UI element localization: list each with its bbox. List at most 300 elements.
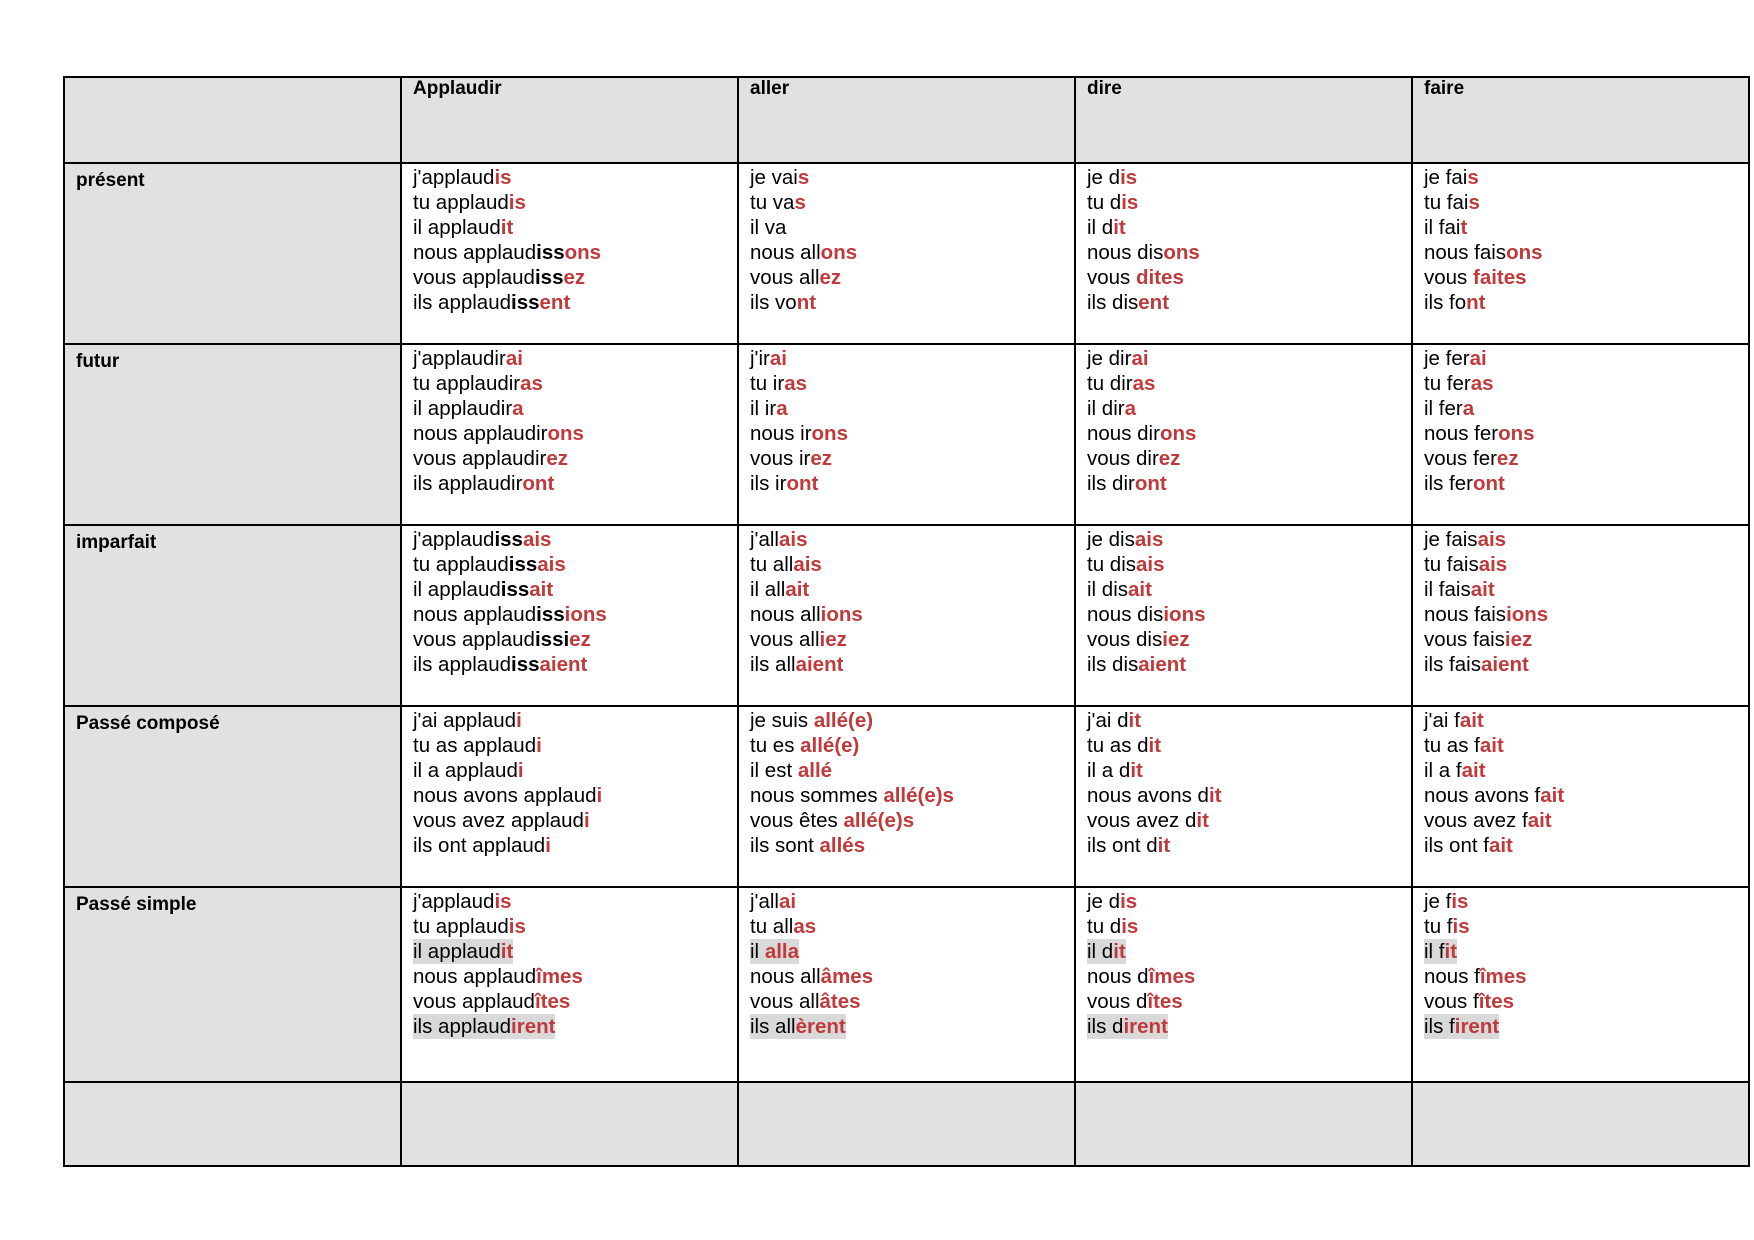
- verb-stem: j'all: [750, 528, 779, 551]
- verb-ending: ez: [546, 447, 568, 470]
- verb-stem: il d: [1087, 940, 1114, 963]
- verb-stem: tu applaud: [413, 191, 509, 214]
- verb-stem: tu f: [1424, 915, 1453, 938]
- verb-stem: tu va: [750, 191, 795, 214]
- verb-ending: it: [1148, 734, 1162, 757]
- conjugation-line: [1087, 1014, 1411, 1039]
- conjugation-cell: [1075, 887, 1412, 1082]
- tense-row: [64, 706, 1749, 887]
- verb-stem: nous applaudir: [413, 422, 548, 445]
- verb-ending: ons: [811, 422, 848, 445]
- verb-ending: ez: [1158, 447, 1181, 470]
- conjugation-line: [413, 652, 737, 677]
- conjugation-line: [1424, 265, 1748, 290]
- verb-stem: ils sont: [750, 834, 820, 857]
- verb-stem-bold: iss: [511, 653, 540, 676]
- verb-ending: it: [1128, 709, 1142, 732]
- conjugation-line: [1424, 602, 1748, 627]
- conjugation-line: [750, 527, 1074, 552]
- verb-ending: is: [494, 166, 512, 189]
- conjugation-line: [1087, 758, 1411, 783]
- verb-stem: vous applaudir: [413, 447, 547, 470]
- conjugation-cell: [401, 344, 738, 525]
- conjugation-line: [1424, 371, 1748, 396]
- verb-ending: s: [797, 166, 810, 189]
- tense-label-cell: [64, 525, 401, 706]
- verb-header: [1412, 77, 1749, 163]
- conjugation-line: [413, 421, 737, 446]
- verb-stem: je suis: [750, 709, 814, 732]
- verb-stem: tu applaud: [413, 553, 509, 576]
- conjugation-line: [1424, 914, 1748, 939]
- verb-stem: j'ai d: [1087, 709, 1129, 732]
- tense-label-cell: [64, 163, 401, 344]
- verb-stem: nous all: [750, 603, 821, 626]
- verb-ending: i: [596, 784, 603, 807]
- verb-stem: il fer: [1424, 397, 1463, 420]
- conjugation-line: [750, 783, 1074, 808]
- verb-ending: ait: [1527, 809, 1552, 832]
- conjugation-line: [413, 602, 737, 627]
- conjugation-line: [413, 346, 737, 371]
- verb-ending: ais: [522, 528, 552, 551]
- verb-stem: il fais: [1424, 578, 1471, 601]
- conjugation-line: [1087, 964, 1411, 989]
- verb-stem: tu dis: [1087, 553, 1136, 576]
- verb-stem-bold: iss: [511, 291, 540, 314]
- conjugation-line: [413, 939, 737, 964]
- verb-stem: nous dis: [1087, 241, 1164, 264]
- verb-ending: ait: [1459, 709, 1484, 732]
- verb-stem: nous all: [750, 241, 821, 264]
- conjugation-line: [1424, 215, 1748, 240]
- conjugation-line: [413, 989, 737, 1014]
- verb-ending: it: [1113, 940, 1126, 963]
- conjugation-cell: [1075, 706, 1412, 887]
- conjugation-line: [750, 577, 1074, 602]
- verb-stem: nous applaud: [413, 603, 537, 626]
- verb-ending: ai: [1131, 347, 1149, 370]
- verb-header-label: faire: [1424, 78, 1465, 99]
- tense-label-cell: [64, 887, 401, 1082]
- conjugation-cell: [1412, 163, 1749, 344]
- verb-ending: ions: [564, 603, 607, 626]
- verb-ending: is: [1452, 915, 1470, 938]
- conjugation-cell: [401, 887, 738, 1082]
- verb-stem: j'ai f: [1424, 709, 1460, 732]
- conjugation-line: [1424, 964, 1748, 989]
- verb-stem: nous applaud: [413, 241, 537, 264]
- conjugation-line: [750, 889, 1074, 914]
- verb-ending: it: [1208, 784, 1222, 807]
- conjugation-cell: [401, 163, 738, 344]
- verb-header: [401, 77, 738, 163]
- verb-stem: tu fais: [1424, 553, 1479, 576]
- verb-ending: ont: [1134, 472, 1167, 495]
- conjugation-line: [1087, 939, 1411, 964]
- conjugation-cell: [401, 706, 738, 887]
- conjugation-line: [413, 371, 737, 396]
- conjugation-line: [1424, 421, 1748, 446]
- verb-ending: faites: [1473, 266, 1527, 289]
- verb-ending: dites: [1136, 266, 1184, 289]
- verb-ending: aient: [1138, 653, 1187, 676]
- verb-stem: vous applaud: [413, 990, 535, 1013]
- verb-stem: vous dis: [1087, 628, 1163, 651]
- verb-ending: t: [1460, 216, 1468, 239]
- verb-ending: as: [784, 372, 807, 395]
- verb-ending: ons: [1506, 241, 1543, 264]
- verb-ending: ions: [820, 603, 863, 626]
- verb-stem: vous all: [750, 990, 820, 1013]
- verb-stem: tu es: [750, 734, 801, 757]
- verb-stem: nous avons f: [1424, 784, 1541, 807]
- verb-ending: allés: [819, 834, 866, 857]
- conjugation-line: [1424, 552, 1748, 577]
- verb-ending: ais: [793, 553, 822, 576]
- verb-stem: je d: [1087, 166, 1121, 189]
- verb-stem: je dis: [1087, 528, 1135, 551]
- verb-stem: ils fais: [1424, 653, 1481, 676]
- verb-ending: nt: [796, 291, 817, 314]
- verb-stem: j'applaudir: [413, 347, 506, 370]
- verb-ending: it: [1157, 834, 1171, 857]
- verb-ending: îtes: [534, 990, 571, 1013]
- conjugation-line: [1424, 240, 1748, 265]
- conjugation-line: [1087, 371, 1411, 396]
- empty-cell: [64, 1082, 401, 1166]
- verb-stem: ils ont applaud: [413, 834, 546, 857]
- verb-ending: allé(e): [800, 734, 860, 757]
- verb-ending: îmes: [536, 965, 583, 988]
- conjugation-line: [750, 758, 1074, 783]
- verb-ending: ons: [1498, 422, 1535, 445]
- verb-ending: ont: [522, 472, 555, 495]
- conjugation-line: [750, 446, 1074, 471]
- conjugation-line: [413, 290, 737, 315]
- conjugation-cell: [738, 525, 1075, 706]
- verb-ending: s: [1467, 166, 1479, 189]
- verb-stem: nous f: [1424, 965, 1480, 988]
- verb-ending: as: [1132, 372, 1156, 395]
- conjugation-line: [750, 964, 1074, 989]
- conjugation-line: [413, 914, 737, 939]
- verb-stem: nous avons applaud: [413, 784, 597, 807]
- verb-stem: je d: [1087, 890, 1121, 913]
- verb-stem: tu fer: [1424, 372, 1471, 395]
- conjugation-line: [1424, 808, 1748, 833]
- conjugation-line: [750, 833, 1074, 858]
- conjugation-line: [1087, 833, 1411, 858]
- verb-ending: ai: [1469, 347, 1487, 370]
- verb-ending: i: [536, 734, 542, 757]
- conjugation-line: [1087, 527, 1411, 552]
- verb-stem: il d: [1087, 216, 1114, 239]
- conjugation-line: [1087, 165, 1411, 190]
- verb-stem: tu ir: [750, 372, 785, 395]
- verb-ending: ait: [1128, 578, 1152, 601]
- conjugation-line: [1087, 808, 1411, 833]
- verb-ending: ais: [778, 528, 808, 551]
- verb-stem: tu all: [750, 553, 794, 576]
- verb-ending: èrent: [795, 1015, 846, 1038]
- verb-ending: ons: [820, 241, 858, 264]
- verb-stem: tu applaudir: [413, 372, 521, 395]
- conjugation-line: [750, 471, 1074, 496]
- verb-stem-bold: iss: [508, 553, 538, 576]
- verb-stem-bold: iss: [500, 578, 530, 601]
- conjugation-line: [750, 808, 1074, 833]
- conjugation-line: [1424, 652, 1748, 677]
- verb-stem: nous fer: [1424, 422, 1499, 445]
- verb-stem: ils applaud: [413, 1015, 512, 1038]
- conjugation-line: [1087, 190, 1411, 215]
- verb-stem: tu d: [1087, 915, 1122, 938]
- verb-stem: nous dir: [1087, 422, 1160, 445]
- conjugation-line: [1424, 396, 1748, 421]
- conjugation-line: [750, 240, 1074, 265]
- conjugation-line: [1087, 552, 1411, 577]
- conjugation-line: [413, 577, 737, 602]
- conjugation-line: [413, 190, 737, 215]
- conjugation-line: [750, 265, 1074, 290]
- verb-ending: ait: [529, 578, 554, 601]
- verb-ending: îtes: [1147, 990, 1183, 1013]
- verb-ending: ais: [1478, 553, 1508, 576]
- conjugation-line: [413, 165, 737, 190]
- verb-stem: il applaudir: [413, 397, 513, 420]
- verb-ending: is: [1121, 191, 1139, 214]
- verb-stem: je f: [1424, 890, 1452, 913]
- verb-ending: it: [500, 940, 514, 963]
- conjugation-line: [413, 733, 737, 758]
- verb-ending: aient: [539, 653, 588, 676]
- verb-ending: allé(e)s: [883, 784, 954, 807]
- conjugation-table: [63, 76, 1750, 1167]
- empty-cell: [1412, 1082, 1749, 1166]
- conjugation-line: [413, 833, 737, 858]
- tense-row: [64, 887, 1749, 1082]
- verb-stem: il ir: [750, 397, 777, 420]
- verb-ending: a: [1462, 397, 1475, 420]
- conjugation-cell: [1075, 163, 1412, 344]
- verb-stem: nous d: [1087, 965, 1149, 988]
- tense-label-cell: [64, 344, 401, 525]
- conjugation-line: [750, 421, 1074, 446]
- verb-ending: allé: [797, 759, 833, 782]
- verb-header-label: aller: [750, 78, 790, 99]
- conjugation-line: [1424, 290, 1748, 315]
- header-row: [64, 77, 1749, 163]
- conjugation-line: [413, 215, 737, 240]
- verb-ending: ez: [569, 628, 591, 651]
- conjugation-line: [413, 627, 737, 652]
- conjugation-line: [750, 190, 1074, 215]
- verb-ending: irent: [511, 1015, 556, 1038]
- empty-cell: [738, 1082, 1075, 1166]
- conjugation-cell: [738, 344, 1075, 525]
- conjugation-line: [750, 215, 1074, 240]
- verb-stem: nous avons d: [1087, 784, 1209, 807]
- conjugation-line: [750, 652, 1074, 677]
- verb-ending: iez: [1504, 628, 1533, 651]
- verb-stem: il dis: [1087, 578, 1129, 601]
- verb-ending: îmes: [1148, 965, 1196, 988]
- conjugation-line: [1087, 577, 1411, 602]
- verb-ending: s: [1468, 191, 1480, 214]
- verb-ending: ons: [1159, 422, 1197, 445]
- verb-stem: il fai: [1424, 216, 1461, 239]
- conjugation-line: [750, 1014, 1074, 1039]
- verb-stem: il: [750, 940, 765, 963]
- verb-stem: j'applaud: [413, 166, 495, 189]
- verb-ending: ait: [1461, 759, 1486, 782]
- verb-stem: ils fer: [1424, 472, 1473, 495]
- verb-stem: vous all: [750, 628, 820, 651]
- verb-stem: je fai: [1424, 166, 1468, 189]
- verb-ending: it: [1196, 809, 1209, 832]
- conjugation-line: [1087, 421, 1411, 446]
- conjugation-line: [1087, 914, 1411, 939]
- verb-ending: irent: [1123, 1015, 1168, 1038]
- conjugation-line: [750, 708, 1074, 733]
- verb-ending: ons: [564, 241, 602, 264]
- verb-ending: âmes: [820, 965, 874, 988]
- verb-stem: je dir: [1087, 347, 1132, 370]
- verb-stem: tu as f: [1424, 734, 1480, 757]
- verb-stem: j'ai applaud: [413, 709, 517, 732]
- verb-stem: il applaud: [413, 578, 501, 601]
- verb-header: [1075, 77, 1412, 163]
- verb-ending: as: [793, 915, 817, 938]
- verb-stem: ils ir: [750, 472, 787, 495]
- verb-ending: ez: [819, 266, 842, 289]
- conjugation-cell: [1412, 344, 1749, 525]
- conjugation-line: [1424, 346, 1748, 371]
- verb-ending: ait: [1488, 834, 1513, 857]
- corner-cell: [64, 77, 401, 163]
- verb-stem: il dir: [1087, 397, 1125, 420]
- verb-ending: ait: [1540, 784, 1565, 807]
- verb-stem: ils fo: [1424, 291, 1467, 314]
- conjugation-line: [1424, 833, 1748, 858]
- conjugation-cell: [401, 525, 738, 706]
- conjugation-line: [1424, 577, 1748, 602]
- verb-ending: is: [508, 191, 526, 214]
- tense-label: Passé composé: [76, 713, 220, 734]
- conjugation-cell: [1412, 525, 1749, 706]
- verb-ending: ez: [810, 447, 833, 470]
- verb-ending: as: [520, 372, 543, 395]
- verb-ending: ais: [1134, 528, 1164, 551]
- tense-label: présent: [76, 170, 145, 191]
- conjugation-line: [413, 783, 737, 808]
- verb-ending: s: [794, 191, 806, 214]
- empty-cell: [401, 1082, 738, 1166]
- conjugation-line: [750, 939, 1074, 964]
- conjugation-line: [1087, 290, 1411, 315]
- conjugation-line: [750, 371, 1074, 396]
- verb-ending: it: [1130, 759, 1143, 782]
- verb-ending: i: [516, 709, 522, 732]
- verb-ending: allé(e): [813, 709, 874, 732]
- verb-stem: tu dir: [1087, 372, 1133, 395]
- verb-ending: is: [494, 890, 512, 913]
- verb-stem: il est: [750, 759, 798, 782]
- conjugation-line: [1087, 602, 1411, 627]
- conjugation-line: [1087, 346, 1411, 371]
- conjugation-line: [750, 627, 1074, 652]
- conjugation-cell: [738, 887, 1075, 1082]
- conjugation-cell: [738, 163, 1075, 344]
- verb-ending: is: [508, 915, 526, 938]
- verb-stem: ils ont d: [1087, 834, 1158, 857]
- verb-ending: ai: [505, 347, 523, 370]
- verb-header-label: Applaudir: [413, 78, 502, 99]
- tense-label: Passé simple: [76, 894, 197, 915]
- verb-header-label: dire: [1087, 78, 1122, 99]
- verb-stem: nous sommes: [750, 784, 884, 807]
- verb-ending: ait: [785, 578, 810, 601]
- conjugation-line: [413, 552, 737, 577]
- verb-ending: ons: [1163, 241, 1200, 264]
- verb-ending: as: [1470, 372, 1494, 395]
- tense-row: [64, 344, 1749, 525]
- verb-stem: il va: [750, 216, 787, 239]
- verb-stem: vous avez d: [1087, 809, 1197, 832]
- verb-stem: ils applaud: [413, 291, 512, 314]
- verb-stem: ils applaud: [413, 653, 512, 676]
- verb-ending: ait: [1470, 578, 1495, 601]
- verb-ending: ais: [1477, 528, 1507, 551]
- verb-stem: je fais: [1424, 528, 1478, 551]
- conjugation-line: [1424, 1014, 1748, 1039]
- conjugation-line: [413, 240, 737, 265]
- conjugation-line: [750, 396, 1074, 421]
- conjugation-cell: [1075, 525, 1412, 706]
- conjugation-line: [1087, 396, 1411, 421]
- verb-ending: allé(e)s: [843, 809, 915, 832]
- conjugation-line: [750, 914, 1074, 939]
- footer-row: [64, 1082, 1749, 1166]
- verb-ending: ai: [769, 347, 787, 370]
- conjugation-line: [750, 290, 1074, 315]
- conjugation-line: [1087, 215, 1411, 240]
- verb-ending: ez: [563, 266, 586, 289]
- verb-ending: is: [1121, 915, 1139, 938]
- conjugation-cell: [1412, 887, 1749, 1082]
- verb-ending: alla: [764, 940, 800, 963]
- conjugation-line: [750, 165, 1074, 190]
- conjugation-line: [1087, 989, 1411, 1014]
- verb-ending: a: [776, 397, 788, 420]
- verb-ending: îmes: [1479, 965, 1527, 988]
- conjugation-cell: [1412, 706, 1749, 887]
- verb-ending: i: [545, 834, 551, 857]
- conjugation-line: [1087, 627, 1411, 652]
- verb-stem: j'ir: [750, 347, 770, 370]
- conjugation-line: [1424, 989, 1748, 1014]
- verb-stem: il applaud: [413, 216, 501, 239]
- verb-stem: vous f: [1424, 990, 1479, 1013]
- verb-stem: ils d: [1087, 1015, 1124, 1038]
- verb-ending: a: [1124, 397, 1136, 420]
- verb-stem: tu as applaud: [413, 734, 537, 757]
- verb-stem: ils dir: [1087, 472, 1135, 495]
- verb-stem-bold: issi: [534, 628, 570, 651]
- verb-ending: ent: [1138, 291, 1170, 314]
- verb-stem: vous all: [750, 266, 820, 289]
